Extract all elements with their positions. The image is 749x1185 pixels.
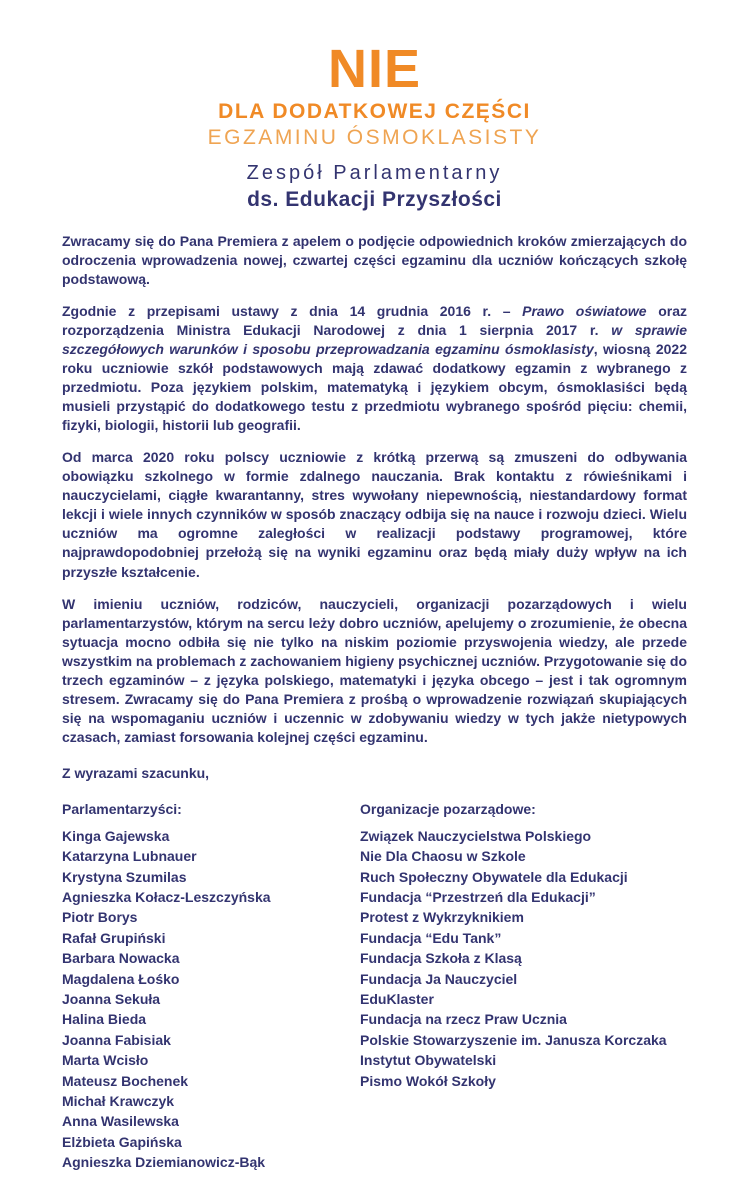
paragraph-segment: Zgodnie z przepisami ustawy z dnia 14 grudnia 2016 r. – [62,303,523,320]
parliamentarian-name: Anna Wasilewska [62,1113,179,1130]
parliamentarian-name: Krystyna Szumilas [62,868,187,885]
signatures-section [62,801,687,1173]
campaign-title-nie: NIE [327,39,422,99]
organization-name: Fundacja “Przestrzeń dla Edukacji” [360,889,596,905]
parliamentarian-name: Rafał Grupiński [62,929,166,946]
campaign-title-line2: DLA DODATKOWEJ CZĘŚCI [218,100,531,123]
paragraph-pandemic-impact: Od marca 2020 roku polscy uczniowie z krótką przerwą są zmuszeni do odbywania obowiązku szkolnego w formie zdalnego nauczania. Brak kontaktu z rówieśnikami i nauczycielami, ciągłe kwarantanny, stres wywołany niepewnością, niestandardowy format lekcji i wiele innych czynników w sposób znaczący odbija się na nauce i rozwoju dzieci. Wielu uczniów ma ogromne zaległości w realizacji podstawy programowej, które najprawdopodobniej przełożą się na wyniki egzaminu oraz będą miały duży wpływ na ich przyszłe kształcenie. [62,449,687,580]
law-title-italic: Prawo oświatowe [522,303,647,320]
parliamentarian-name: Halina Bieda [62,1011,147,1028]
organization-name: Fundacja na rzecz Praw Ucznia [360,1011,567,1028]
parliamentarian-name: Magdalena Łośko [62,970,180,987]
organization-name: Pismo Wokół Szkoły [360,1072,496,1089]
paragraph-segment: oraz rozporządzenia Ministra Edukacji Narodowej z dnia 1 sierpnia 2017 r. [62,303,687,339]
organization-name: Związek Nauczycielstwa Polskiego [360,827,592,844]
org-name-line1: Zespół Parlamentarny [246,162,503,184]
organizations-heading: Organizacje pozarządowe: [360,800,536,817]
organization-name: Instytut Obywatelski [360,1052,497,1069]
parliamentarians-heading: Parlamentarzyści: [62,800,182,817]
paragraph-intro: Zwracamy się do Pana Premiera z apelem o podjęcie odpowiednich kroków zmierzających do odroczenia wprowadzenia nowej, czwartej części egzaminu dla uczniów kończących szkołę podstawową. [62,233,687,288]
organizations-list [360,826,687,1091]
organization-name: Fundacja “Edu Tank” [360,929,502,946]
parliamentarian-name: Michał Krawczyk [62,1093,175,1110]
organization-name: Protest z Wykrzyknikiem [360,909,524,926]
parliamentarian-name: Elżbieta Gapińska [62,1133,182,1150]
parliamentarian-name: Agnieszka Kołacz-Leszczyńska [62,889,271,905]
organization-name: Nie Dla Chaosu w Szkole [360,848,526,865]
parliamentarian-name: Joanna Fabisiak [62,1031,171,1048]
regulation-title-italic: w sprawie szczegółowych warunków i sposobu przeprowadzania egzaminu ósmoklasisty [62,322,687,358]
letter-body [62,232,687,781]
masthead [62,39,687,212]
organization-name: Polskie Stowarzyszenie im. Janusza Korczaka [360,1031,667,1048]
parliamentarian-name: Piotr Borys [62,909,138,926]
parliamentarian-name: Mateusz Bochenek [62,1072,189,1089]
parliamentarian-name: Kinga Gajewska [62,827,170,844]
closing-salutation: Z wyrazami szacunku, [62,764,210,781]
parliamentarian-name: Katarzyna Lubnauer [62,848,197,865]
paragraph-segment: , wiosną 2022 roku uczniowie szkół podstawowych mają zdawać dodatkowy egzamin z wybranego z przedmiotu. Poza językiem polskim, matematyką i językiem obcym, ósmoklasiści będą musieli przystąpić do dodatkowego testu z przedmiotu wybranego spośród pięciu: chemii, fizyki, biologii, historii lub geografii. [62,341,687,434]
parliamentarian-name: Joanna Sekuła [62,991,161,1008]
parliamentarians-list [62,826,360,1173]
parliamentarian-name: Marta Wcisło [62,1052,149,1069]
campaign-title-line3: EGZAMINU ÓSMOKLASISTY [207,126,542,149]
parliamentarian-name: Barbara Nowacka [62,950,180,967]
organization-name: EduKlaster [360,991,434,1008]
org-name-line2: ds. Edukacji Przyszłości [247,188,502,211]
parliamentarian-name: Agnieszka Dziemianowicz-Bąk [62,1154,266,1171]
organizations-column [360,801,687,1173]
parliamentarians-column [62,801,360,1173]
paragraph-legal-basis [62,302,687,435]
paragraph-appeal: W imieniu uczniów, rodziców, nauczycieli, organizacji pozarządowych i wielu parlamentarzystów, którym na sercu leży dobro uczniów, apelujemy o zrozumienie, że obecna sytuacja mocno odbiła się nie tylko na niskim poziomie przyswojenia wiedzy, ale przede wszystkim na problemach z zachowaniem higieny psychicznej uczniów. Przygotowanie się do trzech egzaminów – z języka polskiego, matematyki i języka obcego – jest i tak ogromnym stresem. Zwracamy się do Pana Premiera z prośbą o wprowadzenie rozwiązań skupiających się na wspomaganiu uczniów i uczennic w zdobywaniu wiedzy w tych jakże nietypowych czasach, zamiast forsowania kolejnej części egzaminu. [62,595,687,745]
organization-name: Ruch Społeczny Obywatele dla Edukacji [360,868,628,885]
organization-name: Fundacja Ja Nauczyciel [360,970,518,987]
organization-name: Fundacja Szkoła z Klasą [360,950,522,967]
